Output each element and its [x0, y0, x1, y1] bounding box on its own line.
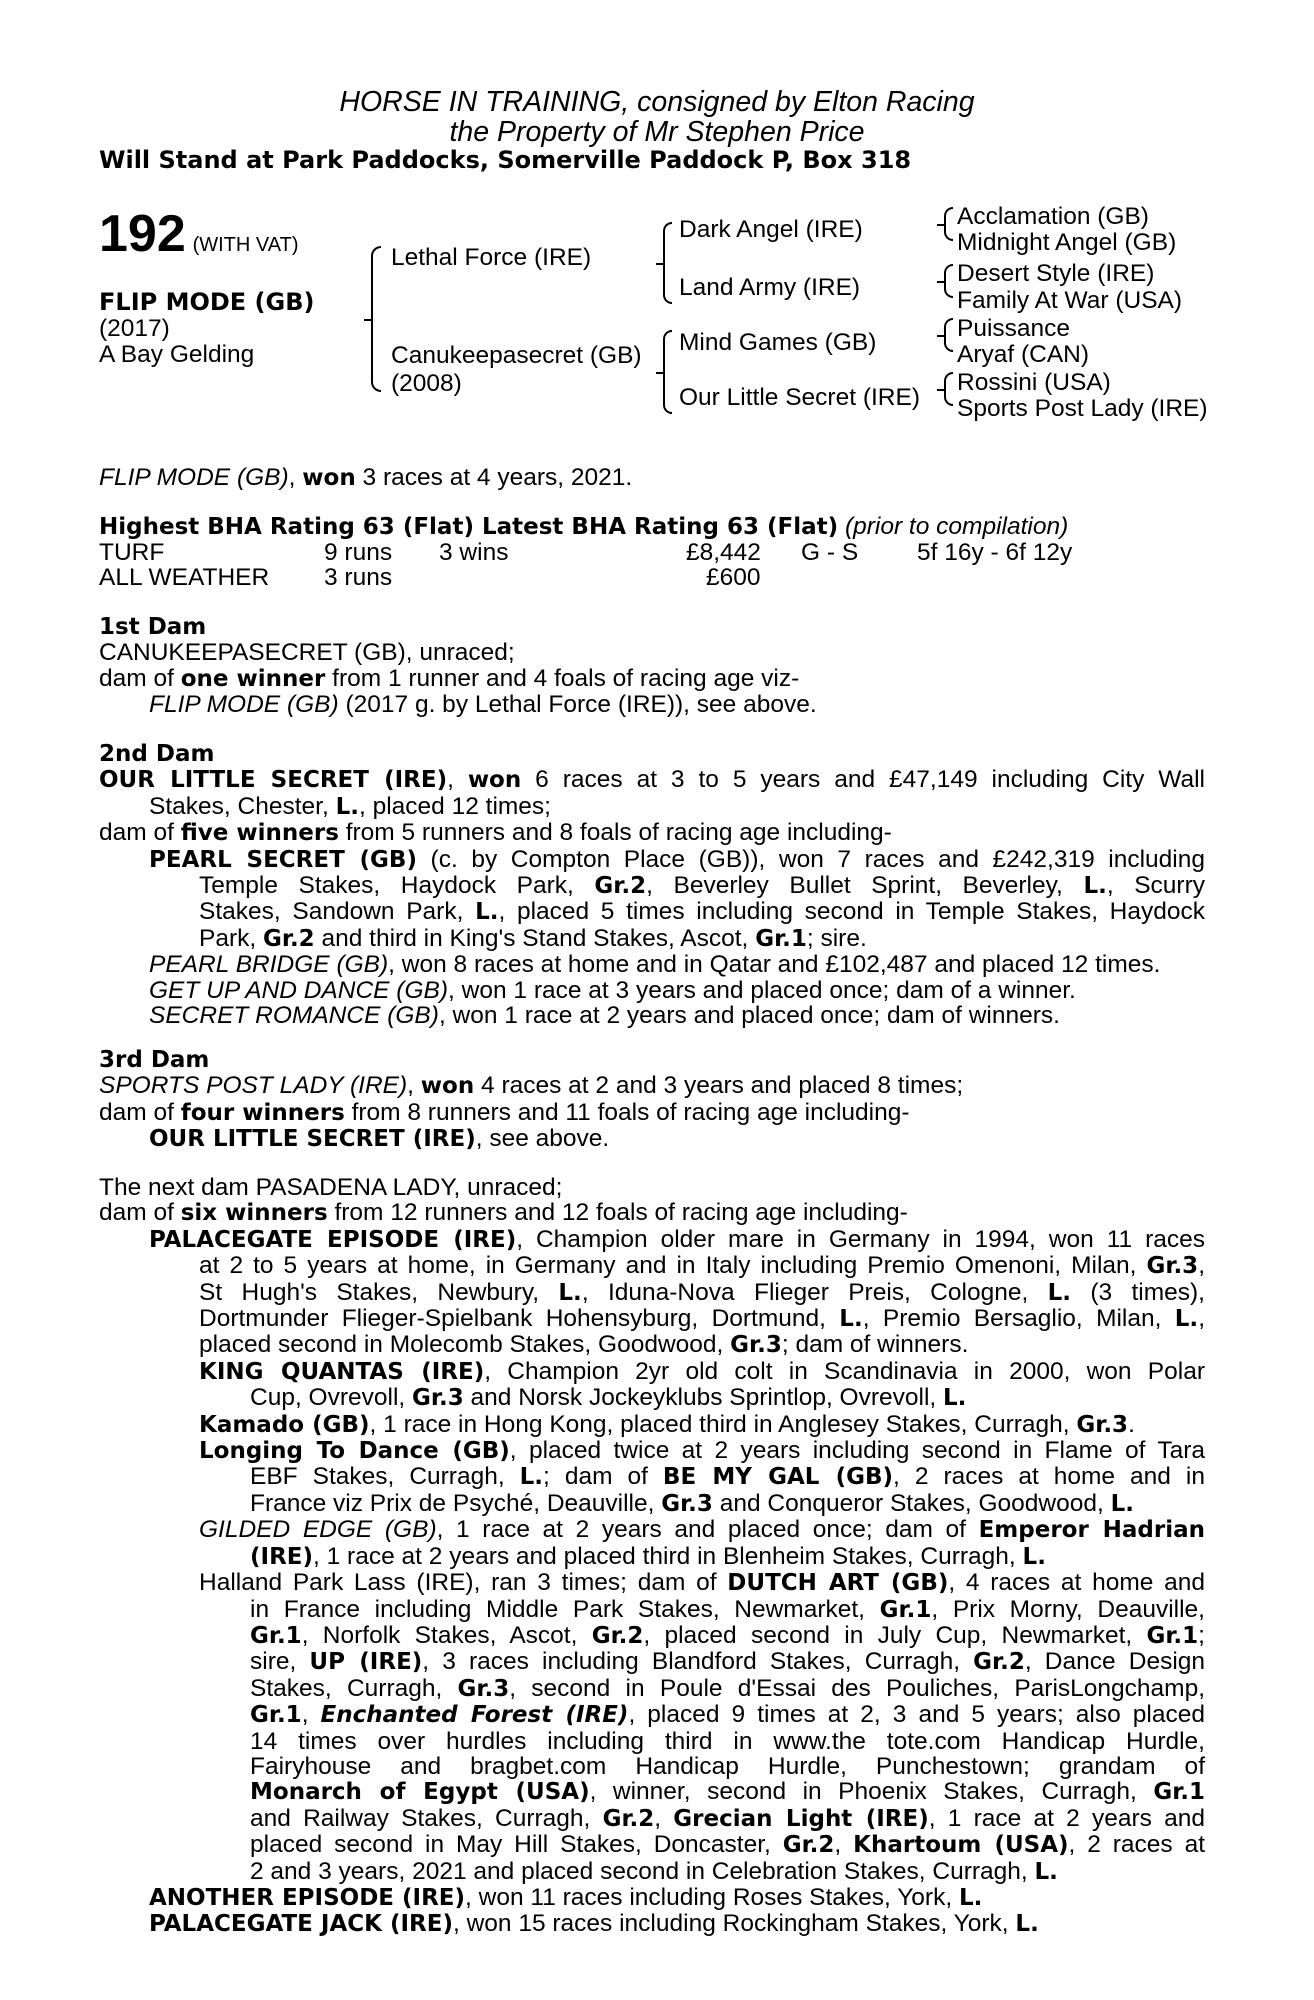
next-dam-line-15 — [99, 1544, 1205, 1570]
pedigree-dam-dam: Our Little Secret (IRE) — [679, 384, 920, 411]
pedigree-brace-sire — [663, 222, 672, 304]
t: OUR LITTLE SECRET (IRE) — [99, 767, 448, 794]
t: Gr.1 — [250, 1702, 302, 1729]
lot-number: 192 — [99, 205, 186, 263]
t: GET UP AND DANCE (GB) — [149, 976, 449, 1004]
t: Park, — [199, 924, 263, 952]
t: 6 races at 3 to 5 years and £47,149 including City Wall — [521, 766, 1205, 794]
t: L. — [1083, 873, 1107, 900]
next-dam-line-14 — [99, 1517, 1205, 1543]
t: PALACEGATE JACK (IRE) — [149, 1911, 453, 1938]
next-dam-line-26 — [99, 1832, 1205, 1858]
pedigree-dam-sire: Mind Games (GB) — [679, 329, 877, 356]
next-dam-line-17 — [99, 1597, 1205, 1623]
t: , Iduna-Nova Flieger Preis, Cologne, — [581, 1278, 1048, 1306]
t: ; dam of — [543, 1463, 663, 1491]
aw-prize: £600 — [706, 564, 761, 591]
t: L. — [1015, 1911, 1039, 1938]
next-dam-line-4 — [99, 1253, 1205, 1279]
pedigree-brace-dam — [663, 330, 672, 414]
t: DUTCH ART (GB) — [727, 1570, 949, 1597]
t: , 1 race in Hong Kong, placed third in Anglesey Stakes, Curragh, — [369, 1410, 1077, 1438]
t: PEARL BRIDGE (GB) — [149, 951, 389, 979]
t: , Scurry — [1106, 872, 1205, 900]
pedigree-brace-ss — [944, 207, 953, 241]
t: , Champion 2yr old colt in Scandinavia in 2000, won Polar — [484, 1357, 1205, 1385]
pedigree-dsd: Aryaf (CAN) — [957, 341, 1090, 368]
t: L. — [958, 1884, 983, 1911]
t: in France including Middle Park Stakes, Newmarket, — [250, 1595, 880, 1623]
pedigree-ssd: Midnight Angel (GB) — [957, 229, 1177, 256]
t: , placed 9 times at 2, 3 and 5 years; also placed — [628, 1701, 1205, 1729]
t: , won 15 races including Rockingham Stakes, York, — [452, 1910, 1016, 1938]
t: PALACEGATE EPISODE (IRE) — [149, 1226, 517, 1253]
t: , winner, second in Phoenix Stakes, Curragh, — [589, 1778, 1154, 1806]
vat-note: (WITH VAT) — [192, 234, 299, 256]
t: , — [407, 1072, 421, 1100]
next-dam-line-18 — [99, 1623, 1205, 1649]
t: Stakes, Chester, — [149, 792, 336, 820]
pedigree-sire-dam: Land Army (IRE) — [679, 274, 861, 301]
t: from 1 runner and 4 foals of racing age viz- — [325, 664, 800, 692]
t: Temple Stakes, Haydock Park, — [199, 872, 595, 900]
t: L. — [1022, 1543, 1046, 1570]
turf-distance: 5f 16y - 6f 12y — [917, 539, 1073, 566]
t: Dortmunder Flieger-Spielbank Hohensyburg, Dortmund, — [199, 1305, 840, 1333]
t: five winners — [180, 820, 339, 847]
t: , — [301, 1701, 321, 1729]
pedigree-brace-gen1 — [371, 246, 381, 392]
next-dam-line-21 — [99, 1702, 1205, 1728]
next-dam-line-27 — [99, 1859, 1205, 1885]
t: L. — [519, 1464, 544, 1491]
t: L. — [943, 1385, 967, 1412]
t: Gr.1 — [250, 1622, 302, 1649]
t: Monarch of Egypt (USA) — [250, 1779, 590, 1806]
next-dam-line-1: The next dam PASADENA LADY, unraced; — [99, 1174, 563, 1201]
t: Gr.1 — [755, 925, 807, 952]
t: Grecian Light (IRE) — [673, 1805, 929, 1832]
t: and third in King's Stand Stakes, Ascot, — [314, 924, 756, 952]
t: , Norfolk Stakes, Ascot, — [301, 1621, 592, 1649]
next-dam-line-3 — [99, 1227, 1205, 1253]
next-dam-line-8 — [99, 1359, 1205, 1385]
next-dam-line-16 — [99, 1570, 1205, 1596]
t: L. — [1174, 1306, 1199, 1333]
t: , placed 12 times; — [358, 792, 551, 820]
aw-runs: 3 runs — [324, 564, 393, 591]
t: L. — [335, 793, 359, 820]
t: OUR LITTLE SECRET (IRE) — [149, 1126, 476, 1153]
aw-label: ALL WEATHER — [99, 564, 270, 591]
t: Stakes, Sandown Park, — [199, 898, 476, 926]
summary-horse-name: FLIP MODE (GB) — [99, 464, 289, 491]
t: , 2 races at home and in — [893, 1463, 1205, 1491]
t: Gr.1 — [1146, 1622, 1199, 1649]
t: EBF Stakes, Curragh, — [250, 1463, 520, 1491]
t: (IRE) — [250, 1543, 314, 1570]
third-dam-line-2 — [99, 1100, 1205, 1126]
t: 14 times over hurdles including third in www.the tote.com Handicap Hurdle, — [250, 1727, 1205, 1755]
catalogue-header-property: the Property of Mr Stephen Price — [449, 116, 865, 148]
t: L. — [1110, 1490, 1135, 1517]
t: one winner — [180, 665, 326, 692]
t: Stakes, Curragh, — [250, 1674, 458, 1702]
t: , Champion older mare in Germany in 1994, won 11 races — [516, 1225, 1205, 1253]
second-dam-line-4 — [99, 847, 1205, 873]
pedigree-dam-year: (2008) — [391, 370, 462, 397]
t: L. — [1034, 1858, 1058, 1885]
t: dam of — [99, 819, 181, 847]
first-dam-line-2 — [99, 666, 1205, 692]
t: France viz Prix de Psyché, Deauville, — [250, 1489, 662, 1517]
t: Enchanted Forest (IRE) — [320, 1702, 629, 1729]
t: Longing To Dance (GB) — [199, 1438, 510, 1465]
next-dam-line-25 — [99, 1806, 1205, 1832]
t: Gr.2 — [591, 1622, 644, 1649]
t: SECRET ROMANCE (GB) — [149, 1002, 439, 1030]
t: sire, — [250, 1648, 310, 1676]
pedigree-brace-dd — [944, 372, 953, 406]
summary-won: won — [302, 465, 356, 491]
third-dam-line-1 — [99, 1073, 1205, 1099]
t: Gr.2 — [602, 1805, 655, 1832]
second-dam-line-1 — [99, 767, 1205, 793]
t: GILDED EDGE (GB) — [199, 1516, 437, 1544]
turf-label: TURF — [99, 539, 165, 566]
foaling-year: (2017) — [99, 315, 170, 342]
t: , second in Poule d'Essai des Pouliches, ParisLongchamp, — [509, 1674, 1205, 1702]
t: 4 races at 2 and 3 years and placed 8 times; — [474, 1072, 964, 1100]
next-dam-line-5 — [99, 1280, 1205, 1306]
stand-location: Will Stand at Park Paddocks, Somerville Paddock P, Box 318 — [99, 146, 912, 174]
t: ; sire. — [806, 924, 867, 952]
t: , 3 races including Blandford Stakes, Curragh, — [422, 1648, 974, 1676]
first-dam-line-3 — [99, 692, 1205, 717]
t: Gr.3 — [730, 1332, 782, 1359]
t: Gr.3 — [412, 1385, 464, 1412]
t: , 4 races at home and — [948, 1569, 1205, 1597]
t: L. — [839, 1306, 863, 1333]
t: Gr.2 — [973, 1649, 1025, 1676]
second-dam-line-10 — [99, 1003, 1205, 1028]
t: at 2 to 5 years at home, in Germany and in Italy including Premio Omenoni, Milan, — [199, 1252, 1147, 1280]
t: from 12 runners and 12 foals of racing age including- — [327, 1199, 908, 1227]
t: 2 and 3 years, 2021 and placed second in Celebration Stakes, Curragh, — [250, 1857, 1035, 1885]
next-dam-section — [99, 1175, 1205, 1938]
t: KING QUANTAS (IRE) — [199, 1358, 485, 1385]
t: , won 11 races including Roses Stakes, York, — [465, 1883, 959, 1911]
t: Emperor Hadrian — [978, 1517, 1205, 1544]
t: , Prix Morny, Deauville, — [931, 1595, 1205, 1623]
pedigree-sdd: Family At War (USA) — [957, 287, 1183, 314]
race-summary: FLIP MODE (GB), won 3 races at 4 years, 2021. — [99, 464, 633, 491]
t: Khartoum (USA) — [853, 1832, 1069, 1859]
t: , 2 races at — [1068, 1831, 1206, 1859]
third-dam-line-3 — [99, 1126, 1205, 1152]
t: , Premio Bersaglio, Milan, — [862, 1305, 1175, 1333]
bha-rating-values: Highest BHA Rating 63 (Flat) Latest BHA Rating 63 (Flat) — [99, 514, 839, 540]
third-dam-heading: 3rd Dam — [99, 1047, 210, 1073]
t: , placed 5 times including second in Temple Stakes, Haydock — [498, 898, 1205, 926]
t: ; dam of winners. — [781, 1331, 969, 1359]
t: Cup, Ovrevoll, — [250, 1384, 413, 1412]
first-dam-heading: 1st Dam — [99, 614, 207, 640]
t: (c. by Compton Place (GB)), won 7 races and £242,319 including — [416, 845, 1205, 873]
t: UP (IRE) — [309, 1649, 423, 1676]
t: , 1 race at 2 years and — [928, 1804, 1205, 1832]
pedigree-sire-sire: Dark Angel (IRE) — [679, 216, 863, 243]
t: L. — [1047, 1279, 1072, 1306]
t: , Dance Design — [1024, 1648, 1206, 1676]
t: from 8 runners and 11 foals of racing age including- — [344, 1098, 910, 1126]
catalogue-header-consignor: HORSE IN TRAINING, consigned by Elton Racing — [339, 86, 975, 118]
t: dam of — [99, 664, 181, 692]
t: . — [1128, 1410, 1135, 1438]
second-dam-line-8 — [99, 952, 1205, 977]
t: four winners — [180, 1099, 345, 1126]
pedigree-ddd: Sports Post Lady (IRE) — [957, 395, 1208, 422]
t: St Hugh's Stakes, Newbury, — [199, 1278, 559, 1306]
t: FLIP MODE (GB) — [149, 691, 339, 719]
t: ANOTHER EPISODE (IRE) — [149, 1884, 466, 1911]
pedigree-sire: Lethal Force (IRE) — [391, 244, 592, 271]
next-dam-line-28 — [99, 1885, 1205, 1911]
t: L. — [558, 1279, 582, 1306]
turf-prize: £8,442 — [686, 539, 761, 566]
t: won — [420, 1073, 475, 1100]
next-dam-line-20 — [99, 1676, 1205, 1702]
t: (3 times), — [1071, 1278, 1205, 1306]
t: Gr.1 — [879, 1596, 932, 1623]
t: BE MY GAL (GB) — [662, 1464, 894, 1491]
turf-wins: 3 wins — [439, 539, 509, 566]
t: Fairyhouse and bragbet.com Handicap Hurdle, Punchestown; grandam of — [250, 1752, 1205, 1780]
t: Halland Park Lass (IRE), ran 3 times; dam of — [199, 1569, 728, 1597]
next-dam-line-10 — [99, 1412, 1205, 1438]
bha-rating-note: (prior to compilation) — [844, 513, 1069, 540]
pedigree-sss: Acclamation (GB) — [957, 203, 1149, 230]
t: , won 1 race at 2 years and placed once; dam of winners. — [438, 1002, 1060, 1030]
t: Gr.3 — [1076, 1411, 1129, 1438]
t: , — [1198, 1252, 1205, 1280]
horse-description: A Bay Gelding — [99, 341, 255, 368]
t: , — [654, 1804, 674, 1832]
t: PEARL SECRET (GB) — [149, 846, 417, 873]
pedigree-dds: Rossini (USA) — [957, 369, 1111, 396]
third-dam-section — [99, 1048, 1205, 1153]
t: , — [1198, 1305, 1205, 1333]
t: L. — [475, 899, 499, 926]
pedigree-brace-sd — [944, 264, 953, 298]
next-dam-line-11 — [99, 1438, 1205, 1464]
next-dam-line-13 — [99, 1491, 1205, 1517]
next-dam-line-7 — [99, 1332, 1205, 1358]
lot-number-row — [99, 205, 299, 263]
second-dam-line-9 — [99, 978, 1205, 1003]
t: (2017 g. by Lethal Force (IRE)), see above. — [338, 691, 817, 719]
t: , won 8 races at home and in Qatar and £102,487 and placed 12 times. — [388, 951, 1161, 979]
next-dam-line-22 — [99, 1729, 1205, 1754]
t: , 1 race at 2 years and placed once; dam of — [436, 1516, 979, 1544]
t: and Norsk Jockeyklubs Sprintlop, Ovrevoll, — [463, 1384, 944, 1412]
summary-text: 3 races at 4 years, 2021. — [355, 464, 633, 491]
t: Kamado (GB) — [199, 1411, 370, 1438]
t: dam of — [99, 1098, 181, 1126]
second-dam-line-2 — [99, 794, 1205, 820]
t: Gr.2 — [782, 1832, 835, 1859]
next-dam-line-19 — [99, 1649, 1205, 1675]
pedigree-sds: Desert Style (IRE) — [957, 260, 1155, 287]
second-dam-line-7 — [99, 926, 1205, 952]
t: ; — [1198, 1621, 1205, 1649]
t: from 5 runners and 8 foals of racing age including- — [338, 819, 892, 847]
second-dam-section — [99, 742, 1205, 1028]
t: , — [834, 1831, 854, 1859]
next-dam-line-23 — [99, 1754, 1205, 1779]
pedigree-brace-ds — [944, 318, 953, 352]
t: placed second in May Hill Stakes, Doncaster, — [250, 1831, 783, 1859]
second-dam-heading: 2nd Dam — [99, 741, 215, 767]
t: won — [467, 767, 522, 794]
t: , won 1 race at 3 years and placed once; dam of a winner. — [448, 976, 1076, 1004]
t: , see above. — [475, 1125, 610, 1153]
t: , placed twice at 2 years including second in Flame of Tara — [509, 1437, 1205, 1465]
t: , placed second in July Cup, Newmarket, — [643, 1621, 1147, 1649]
bha-rating — [99, 515, 1068, 540]
next-dam-line-6 — [99, 1306, 1205, 1332]
t: Gr.3 — [661, 1490, 713, 1517]
next-dam-line-2 — [99, 1200, 1205, 1226]
second-dam-line-5 — [99, 873, 1205, 899]
horse-name: FLIP MODE (GB) — [99, 288, 315, 316]
second-dam-line-6 — [99, 899, 1205, 925]
t: Gr.1 — [1153, 1779, 1205, 1806]
t: SPORTS POST LADY (IRE) — [99, 1072, 408, 1100]
first-dam-line-1: CANUKEEPASECRET (GB), unraced; — [99, 639, 515, 667]
second-dam-line-3 — [99, 820, 1205, 846]
t: , 1 race at 2 years and placed third in Blenheim Stakes, Curragh, — [313, 1542, 1023, 1570]
turf-going: G - S — [801, 539, 859, 566]
t: dam of — [99, 1199, 181, 1227]
pedigree-dam: Canukeepasecret (GB) — [391, 342, 642, 369]
turf-runs: 9 runs — [324, 539, 393, 566]
t: Gr.3 — [457, 1675, 510, 1702]
t: six winners — [180, 1200, 328, 1227]
t: and Conqueror Stakes, Goodwood, — [712, 1489, 1111, 1517]
t: Gr.3 — [1146, 1253, 1199, 1280]
pedigree-dss: Puissance — [957, 315, 1071, 342]
first-dam-section — [99, 615, 1205, 718]
next-dam-line-29 — [99, 1911, 1205, 1937]
t: placed second in Molecomb Stakes, Goodwood, — [199, 1331, 731, 1359]
t: , — [447, 766, 468, 794]
next-dam-line-24 — [99, 1779, 1205, 1805]
next-dam-line-9 — [99, 1385, 1205, 1411]
t: , Beverley Bullet Sprint, Beverley, — [646, 872, 1084, 900]
next-dam-line-12 — [99, 1464, 1205, 1490]
t: Gr.2 — [594, 873, 647, 900]
t: Gr.2 — [263, 925, 315, 952]
t: and Railway Stakes, Curragh, — [250, 1804, 603, 1832]
